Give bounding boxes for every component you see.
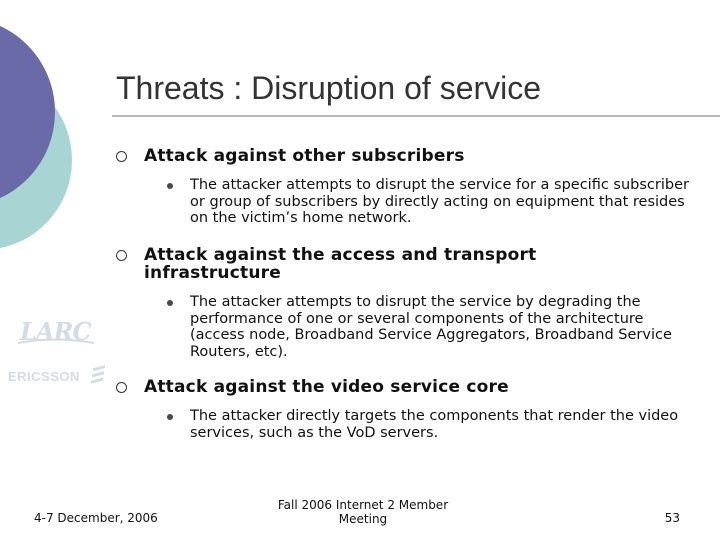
bullet-heading-row [116,246,690,282]
sub-bullet-text: The attacker attempts to disrupt the service by degrading the performance of one or several components of the architecture (access node, Broadband Service Aggregators, Broadband Service Routers, etc). [190,294,672,360]
ericsson-logo [8,364,108,388]
footer-event: Fall 2006 Internet 2 Member Meeting [277,498,449,526]
sub-bullet-row [167,294,690,360]
sub-bullet-row [167,177,690,227]
filled-dot-bullet-icon [167,183,173,189]
bullet-heading-row [116,378,690,396]
filled-dot-bullet-icon [167,300,173,306]
bullet-item [116,378,690,441]
bullet-heading: Attack against other subscribers [144,146,465,166]
filled-dot-bullet-icon [167,414,173,420]
larc-logo [16,316,96,348]
bullet-heading-row [116,147,690,165]
page-number: 53 [664,511,680,525]
hollow-circle-bullet-icon [116,382,127,393]
title-divider [112,115,720,117]
sub-bullet-text: The attacker attempts to disrupt the service for a specific subscriber or group of subscribers by directly acting on equipment that resides on the victim’s home network. [190,177,689,226]
hollow-circle-bullet-icon [116,151,127,162]
bullet-heading: Attack against the access and transport infrastructure [144,245,537,283]
bullet-item [116,246,690,360]
svg-text:LARC: LARC [20,317,91,346]
bullet-heading: Attack against the video service core [144,377,509,397]
slide-title: Threats : Disruption of service [116,70,542,106]
decorative-circles [0,0,110,260]
footer-date: 4-7 December, 2006 [34,511,158,525]
bullet-item [116,147,690,227]
sub-bullet-text: The attacker directly targets the components that render the video services, such as the VoD servers. [190,408,679,441]
hollow-circle-bullet-icon [116,250,127,261]
sub-bullet-row [167,408,690,441]
svg-text:ERICSSON: ERICSSON [8,369,80,384]
